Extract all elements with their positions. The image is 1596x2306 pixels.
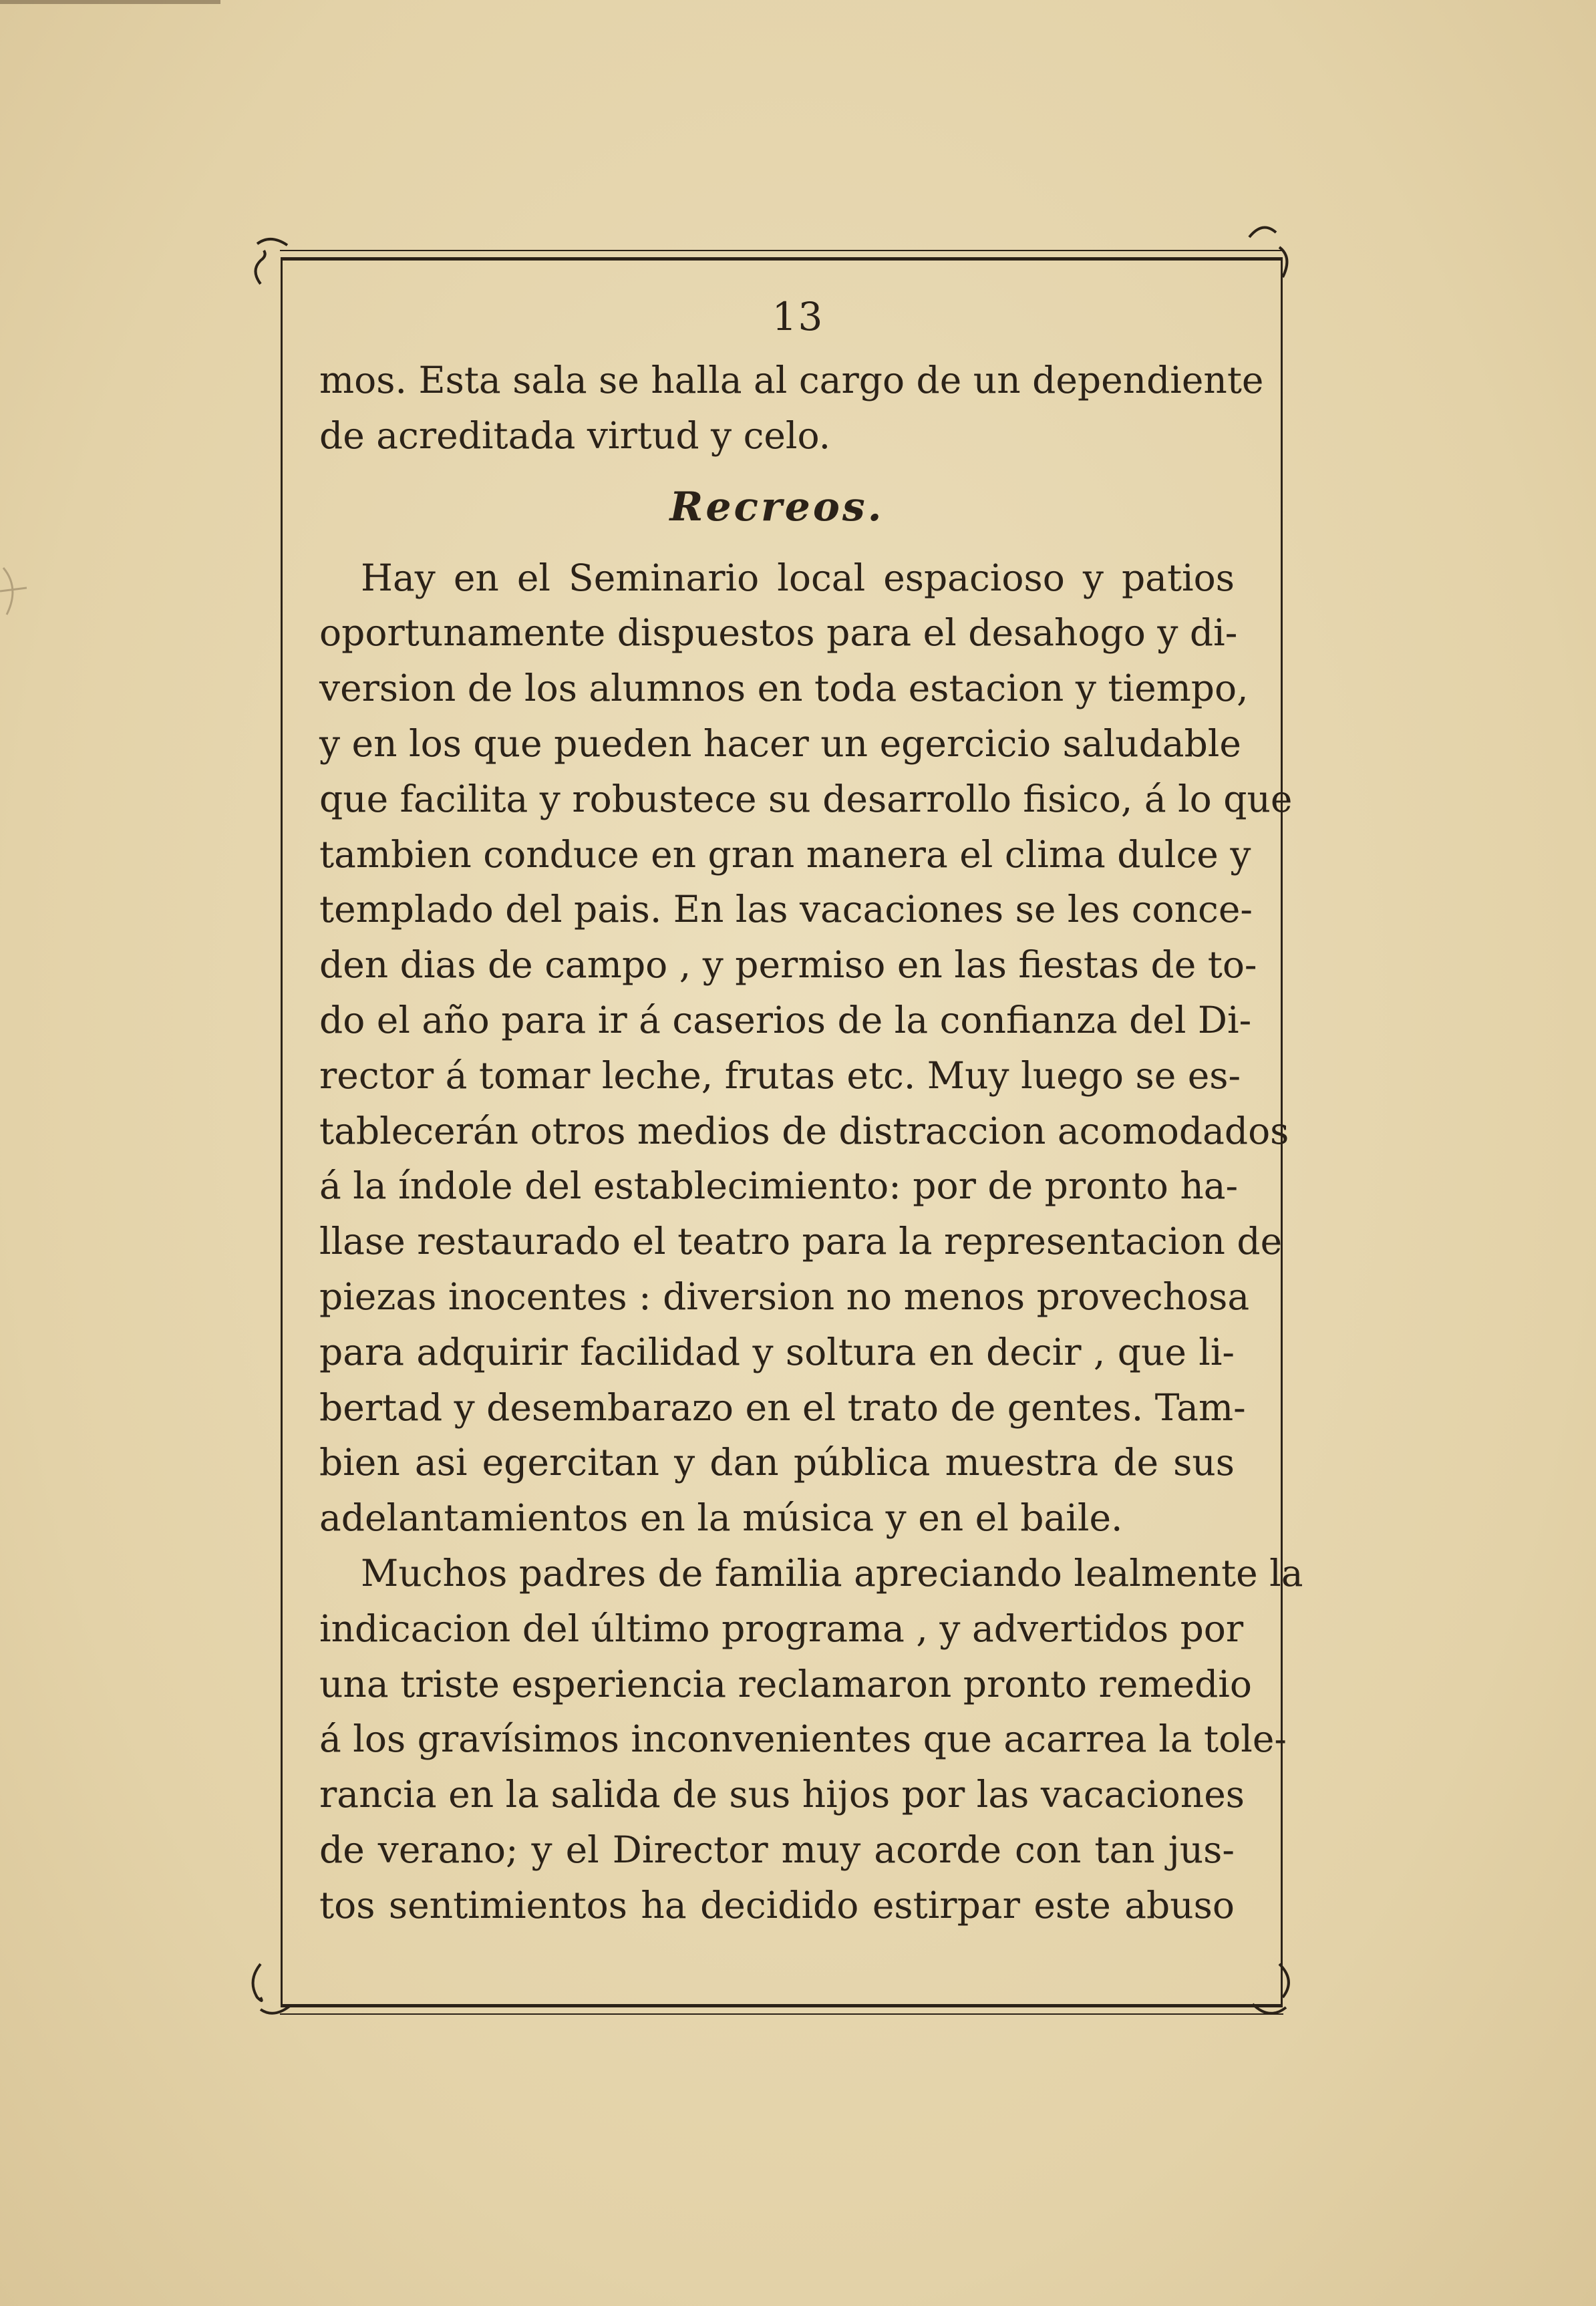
text-line: de acreditada virtud y celo. bbox=[319, 414, 831, 457]
text-line: den dias de campo , y permiso en las fiestas de to- bbox=[319, 943, 1257, 987]
text-line: Muchos padres de familia apreciando lealmente la bbox=[361, 1551, 1303, 1595]
text-line: á los gravísimos inconvenientes que acarrea la tole- bbox=[319, 1717, 1287, 1761]
text-line: rancia en la salida de sus hijos por las vacaciones bbox=[319, 1773, 1245, 1816]
corner-ornament-top-left bbox=[247, 230, 301, 291]
text-line: adelantamientos en la música y en el baile. bbox=[319, 1496, 1123, 1540]
text-line: indicacion del último programa , y advertidos por bbox=[319, 1607, 1244, 1650]
page-edge-mark bbox=[0, 561, 40, 621]
text-line: mos. Esta sala se halla al cargo de un dependiente bbox=[319, 359, 1264, 401]
text-line: tos sentimientos ha decidido estirpar este abuso bbox=[319, 1883, 1235, 1927]
top-edge-shadow bbox=[0, 0, 220, 4]
text-line: rector á tomar leche, frutas etc. Muy luego se es- bbox=[319, 1053, 1241, 1097]
text-line: templado del pais. En las vacaciones se les conce- bbox=[319, 888, 1253, 931]
text-line: oportunamente dispuestos para el desahogo y di- bbox=[319, 611, 1238, 655]
corner-ornament-top-right bbox=[1243, 220, 1296, 281]
text-line: bertad y desembarazo en el trato de gentes. Tam- bbox=[319, 1385, 1246, 1429]
page-body bbox=[319, 353, 1303, 1933]
corner-ornament-bottom-right bbox=[1243, 1957, 1296, 2017]
text-line: llase restaurado el teatro para la representacion de bbox=[319, 1220, 1283, 1263]
text-line: una triste esperiencia reclamaron pronto remedio bbox=[319, 1662, 1252, 1705]
text-line: á la índole del establecimiento: por de pronto ha- bbox=[319, 1164, 1239, 1208]
text-line: Hay en el Seminario local espacioso y patios bbox=[361, 556, 1235, 599]
section-heading: Recreos. bbox=[669, 483, 885, 530]
text-line: tablecerán otros medios de distraccion acomodados bbox=[319, 1109, 1289, 1152]
text-line: tambien conduce en gran manera el clima dulce y bbox=[319, 832, 1251, 876]
text-line: version de los alumnos en toda estacion y tiempo, bbox=[319, 667, 1249, 710]
text-line: de verano; y el Director muy acorde con tan jus- bbox=[319, 1828, 1235, 1871]
text-line: do el año para ir á caserios de la confianza del Di- bbox=[319, 998, 1252, 1041]
text-line: y en los que pueden hacer un egercicio saludable bbox=[319, 721, 1241, 765]
corner-ornament-bottom-left bbox=[247, 1957, 301, 2017]
text-line: que facilita y robustece su desarrollo fisico, á lo que bbox=[319, 777, 1293, 820]
text-line: para adquirir facilidad y soltura en decir , que li- bbox=[319, 1330, 1235, 1373]
page-number: 13 bbox=[772, 294, 824, 339]
text-line: piezas inocentes : diversion no menos provechosa bbox=[319, 1275, 1250, 1318]
text-line: bien asi egercitan y dan pública muestra de sus bbox=[319, 1441, 1235, 1484]
